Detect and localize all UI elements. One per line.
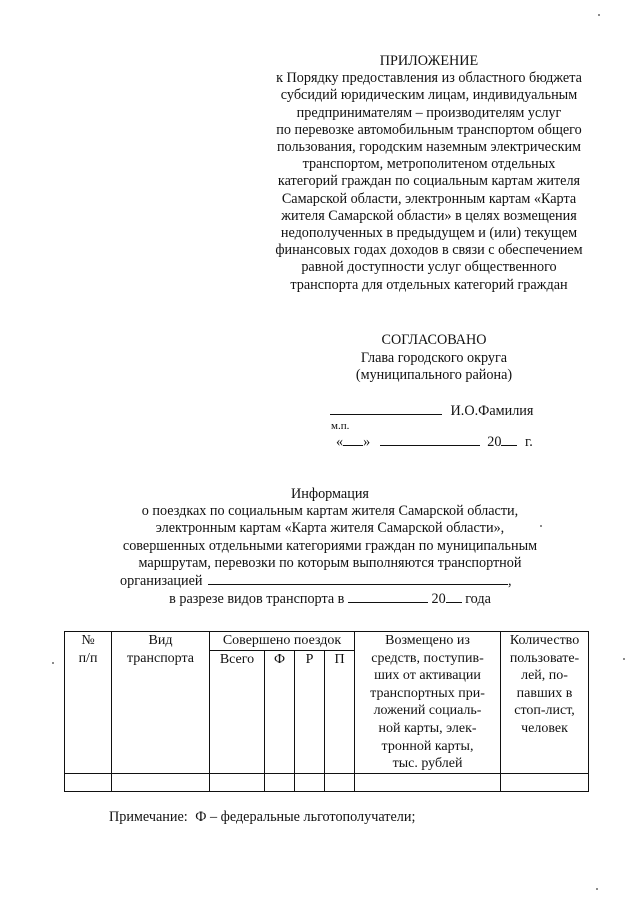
table-cell (501, 773, 589, 791)
header-text: п/п (78, 650, 98, 666)
header-text: тыс. рублей (392, 756, 463, 772)
col-f-header: Ф (265, 650, 295, 773)
header-text: стоп-лист, (514, 703, 575, 719)
appendix-block (236, 53, 622, 294)
organization-blank (208, 572, 508, 585)
header-text: Количество (509, 633, 580, 648)
date-month-blank (380, 433, 480, 446)
trips-table (64, 631, 589, 792)
header-text: человек (521, 720, 568, 736)
table-cell (295, 773, 325, 791)
header-text: транспорта (126, 650, 195, 666)
info-title: Информация (291, 486, 369, 502)
info-line: совершенных отдельными категориями граждан по муниципальным (122, 537, 538, 554)
col-total-header: Всего (210, 650, 265, 773)
appendix-line: недополученных в предыдущем и (или) текущем (280, 225, 578, 242)
signature-blank (330, 402, 442, 415)
period-year-prefix: 20 (431, 591, 446, 608)
header-text: № (81, 633, 95, 648)
info-block (60, 486, 600, 608)
col-number-header (65, 632, 112, 774)
approval-title: СОГЛАСОВАНО (381, 332, 487, 348)
stamp-label: м.п. (331, 420, 350, 432)
date-year-prefix: 20 (487, 434, 502, 450)
header-text: ной карты, элек- (378, 720, 477, 736)
header-text: средств, поступив- (371, 650, 484, 666)
appendix-line: к Порядку предоставления из областного бюджета (276, 70, 582, 87)
approval-position: Глава городского округа (360, 350, 508, 367)
appendix-line: Самарской области, электронным картам «Карта (281, 190, 577, 207)
period-month-blank (348, 590, 428, 603)
date-year-blank (501, 433, 517, 446)
appendix-line: жителя Самарской области» в целях возмещения (281, 207, 577, 224)
header-text: транспортных при- (370, 685, 485, 701)
col-trips-header: Совершено поездок (210, 632, 355, 651)
note-text: Ф – федеральные льготополучатели; (195, 809, 416, 825)
table-cell (355, 773, 501, 791)
table-cell (325, 773, 355, 791)
date-year-suffix: г. (525, 434, 533, 450)
period-suffix: года (465, 591, 491, 608)
appendix-line: транспорта для отдельных категорий граждан (290, 276, 568, 293)
table-cell (265, 773, 295, 791)
col-r-header: Р (295, 650, 325, 773)
header-text: ших от активации (374, 668, 481, 684)
info-line: электронным картам «Карта жителя Самарской области», (155, 520, 505, 537)
signer-name: И.О.Фамилия (450, 403, 534, 419)
note-label: Примечание: (109, 809, 188, 825)
scan-speck (596, 888, 598, 890)
col-type-header (112, 632, 210, 774)
scan-speck (52, 662, 54, 664)
info-line-organization (60, 572, 600, 590)
note-line (109, 809, 415, 826)
appendix-line: транспортом, метрополитеном отдельных (302, 156, 556, 173)
appendix-line: финансовых годах доходов в связи с обеспечением (275, 242, 583, 259)
col-p-header: П (325, 650, 355, 773)
date-day-blank (343, 433, 363, 446)
appendix-line: равной доступности услуг общественного (301, 259, 557, 276)
appendix-line: предпринимателям – производителям услуг (296, 104, 562, 121)
header-text: Вид (148, 633, 173, 648)
scan-speck (540, 525, 542, 527)
appendix-line: пользования, городским наземным электрическим (276, 139, 582, 156)
appendix-title: ПРИЛОЖЕНИЕ (379, 53, 479, 69)
header-text: тронной карты, (381, 738, 474, 754)
header-text: ложений социаль- (373, 703, 482, 719)
scan-speck (598, 14, 600, 16)
date-quote-open: « (336, 434, 344, 450)
date-quote-close: » (363, 434, 371, 450)
approval-date (336, 433, 533, 451)
scan-speck (623, 658, 625, 660)
col-reimbursed-header (355, 632, 501, 774)
approval-block (320, 332, 548, 385)
info-line-period (60, 590, 600, 608)
header-text: пользовате- (509, 650, 580, 666)
header-text: лей, по- (521, 668, 568, 684)
organization-label: организацией (120, 573, 203, 590)
header-text: павших в (516, 685, 573, 701)
organization-comma: , (508, 573, 512, 590)
appendix-line: по перевозке автомобильным транспортом общего (276, 121, 582, 138)
info-line: о поездках по социальным картам жителя Самарской области, (141, 503, 519, 520)
table-cell (112, 773, 210, 791)
appendix-line: категорий граждан по социальным картам жителя (277, 173, 581, 190)
table-cell (210, 773, 265, 791)
table-row (65, 773, 589, 791)
approval-position-sub: (муниципального района) (355, 367, 513, 384)
col-stoplist-header (501, 632, 589, 774)
appendix-line: субсидий юридическим лицам, индивидуальным (280, 87, 578, 104)
signature-line (330, 402, 533, 420)
period-prefix: в разрезе видов транспорта в (169, 591, 345, 608)
table-cell (65, 773, 112, 791)
info-line: маршрутам, перевозки по которым выполняются транспортной (138, 554, 522, 571)
period-year-blank (446, 590, 462, 603)
table-header-row (65, 632, 589, 651)
header-text: Возмещено из (385, 633, 470, 648)
